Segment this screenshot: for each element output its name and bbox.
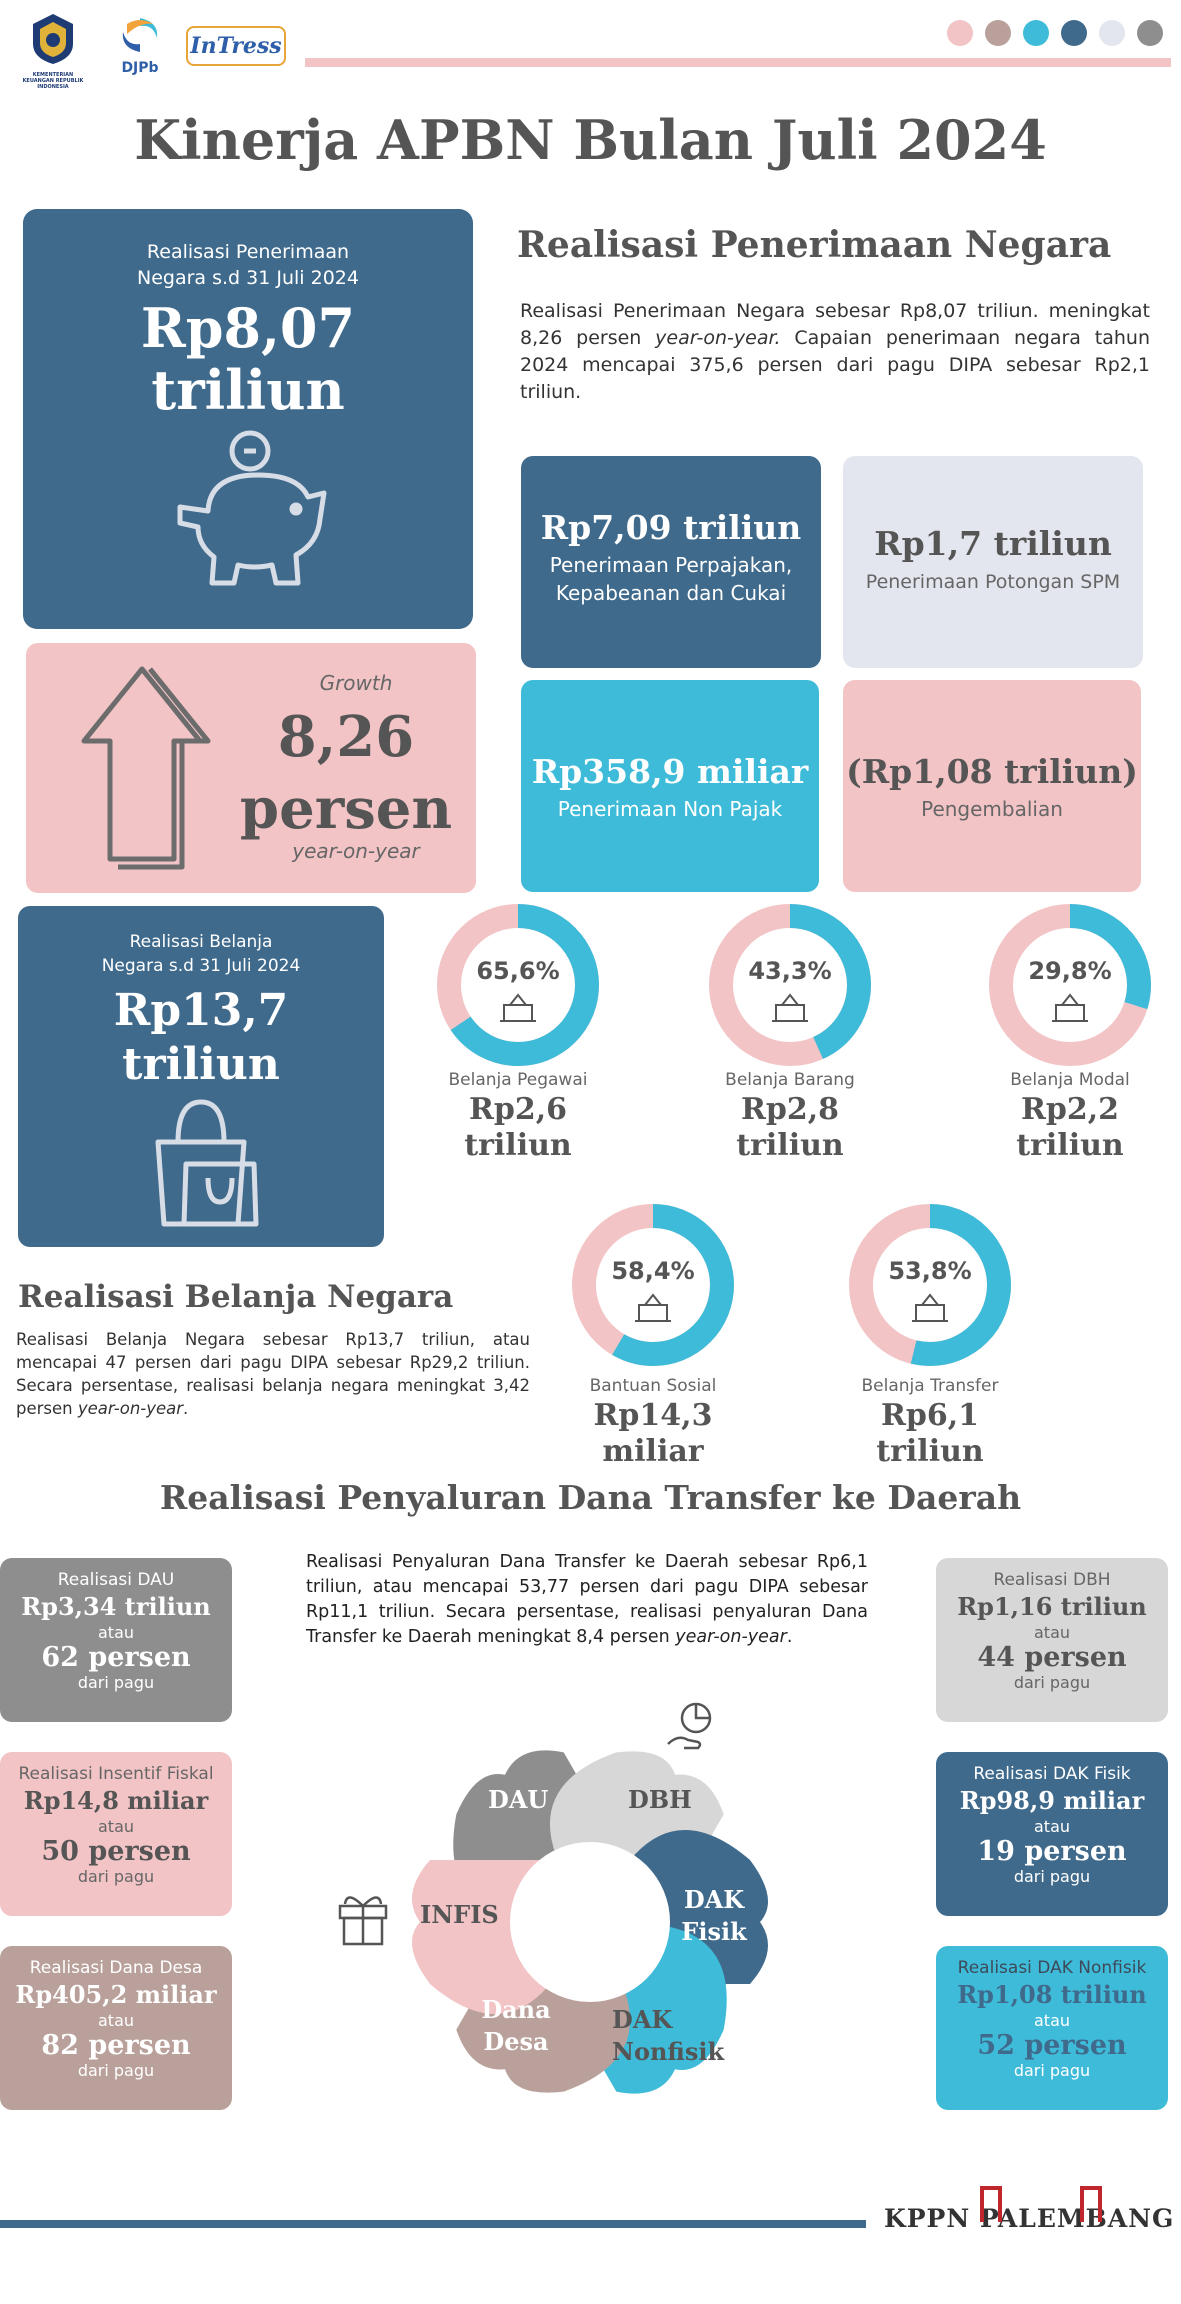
- belanja-card-caption: Realisasi Belanja Negara s.d 31 Juli 2024: [101, 932, 301, 976]
- card-pct: 82 persen: [41, 2030, 191, 2061]
- card-atau: atau: [97, 2011, 135, 2030]
- petal-label-infis: INFIS: [420, 1900, 499, 1929]
- card-dari-pagu: dari pagu: [77, 2061, 155, 2080]
- donut-caption-modal: [970, 1070, 1170, 1164]
- growth-value: 8,26 persen: [239, 704, 453, 842]
- donut-pct-label: 65,6%: [476, 957, 560, 985]
- donut-chart: [584, 1216, 722, 1354]
- card-title: Realisasi Insentif Fiskal: [18, 1764, 214, 1784]
- belanja-desc-part2: .: [183, 1399, 189, 1418]
- gift-box-icon: [330, 1884, 396, 1950]
- petal-label-line: Desa: [483, 2027, 549, 2056]
- card-value: Rp14,8 miliar: [23, 1786, 209, 1815]
- petal-label-line: DAK: [683, 1885, 745, 1914]
- transfer-card-insentif-fiskal: [0, 1752, 232, 1916]
- non-pajak-value: Rp358,9 miliar: [531, 752, 809, 791]
- card-dari-pagu: dari pagu: [1013, 1673, 1091, 1692]
- card-dari-pagu: dari pagu: [77, 1673, 155, 1692]
- penerimaan-heading: Realisasi Penerimaan Negara: [517, 224, 1112, 266]
- card-pct: 19 persen: [977, 1836, 1127, 1867]
- penerimaan-card-caption: Realisasi Penerimaan Negara s.d 31 Juli 2024: [137, 241, 359, 289]
- petal-label-line: Nonfisik: [612, 2037, 725, 2066]
- transfer-description: [306, 1550, 868, 1650]
- card-title: Realisasi Dana Desa: [29, 1958, 203, 1978]
- card-pct: 44 persen: [977, 1642, 1127, 1673]
- donut-value: Rp14,3 miliar: [593, 1398, 713, 1469]
- donut-pct-label: 53,8%: [888, 1257, 972, 1285]
- gears-icon: [776, 1888, 838, 1950]
- transfer-card-dak-fisik: [936, 1752, 1168, 1916]
- card-value: Rp98,9 miliar: [959, 1786, 1145, 1815]
- card-pct: 50 persen: [41, 1836, 191, 1867]
- card-title: Realisasi DBH: [993, 1570, 1111, 1590]
- donut-chart: [861, 1216, 999, 1354]
- belanja-heading: Realisasi Belanja Negara: [18, 1279, 454, 1315]
- pengembalian-value: (Rp1,08 triliun): [846, 752, 1138, 791]
- petal-label-dau: DAU: [488, 1785, 549, 1814]
- card-dari-pagu: dari pagu: [1013, 2061, 1091, 2080]
- people-icon: [500, 995, 536, 1021]
- potongan-spm-value: Rp1,7 triliun: [874, 524, 1112, 563]
- donut-value: Rp2,8 triliun: [736, 1092, 844, 1163]
- petal-label-line: Dana: [481, 1995, 551, 2024]
- potongan-spm-label: Penerimaan Potongan SPM: [865, 571, 1121, 593]
- transfer-desc-part2: .: [786, 1627, 793, 1647]
- penerimaan-desc-em: year-on-year.: [655, 327, 781, 349]
- card-pct: 52 persen: [977, 2030, 1127, 2061]
- donut-value: Rp2,6 triliun: [464, 1092, 572, 1163]
- transfer-desc-part1: Realisasi Penyaluran Dana Transfer ke Daerah sebesar Rp6,1 triliun, atau mencapai 53,77 persen dari pagu DIPA sebesar Rp11,1 triliun. Secara persentase, realisasi penyaluran Dana Transfer ke Daerah meningkat 8,4 persen: [306, 1552, 868, 1647]
- donut-name: Belanja Pegawai: [448, 1070, 588, 1090]
- card-value: Rp1,16 triliun: [957, 1592, 1147, 1621]
- pie-chart-hand-icon: [662, 1696, 724, 1758]
- petal-label-dak-nonfisik: [612, 2004, 742, 2068]
- card-atau: atau: [97, 1623, 135, 1642]
- petal-label-line: Fisik: [681, 1917, 747, 1946]
- penerimaan-desc-part1: Realisasi Penerimaan Negara sebesar Rp8,07 triliun. meningkat 8,26 persen: [520, 300, 1150, 349]
- card-dari-pagu: dari pagu: [77, 1867, 155, 1886]
- transfer-card-dak-nonfisik: [936, 1946, 1168, 2110]
- donut-name: Bantuan Sosial: [589, 1376, 717, 1396]
- petal-label-line: DAK: [612, 2005, 673, 2034]
- belanja-card-value: Rp13,7 triliun: [113, 985, 289, 1090]
- belanja-desc-em: year-on-year: [77, 1399, 184, 1418]
- donut-caption-barang: [690, 1070, 890, 1164]
- petal-label-dak-fisik: [674, 1884, 754, 1948]
- card-dari-pagu: dari pagu: [1013, 1867, 1091, 1886]
- card-atau: atau: [1033, 1623, 1071, 1642]
- donut-value: Rp2,2 triliun: [1016, 1092, 1124, 1163]
- penerimaan-card-value: Rp8,07 triliun: [140, 296, 356, 422]
- village-icon: [436, 2086, 502, 2146]
- footer-rule: [0, 2220, 866, 2228]
- donut-pct-label: 29,8%: [1028, 957, 1112, 985]
- donut-name: Belanja Transfer: [861, 1376, 999, 1396]
- donut-value: Rp6,1 triliun: [876, 1398, 984, 1469]
- donut-pct-label: 43,3%: [748, 957, 832, 985]
- ampera-mark-icon: [980, 2186, 1002, 2222]
- hands-heart-icon: [635, 1295, 671, 1321]
- transfer-desc-em: year-on-year: [675, 1627, 787, 1647]
- ampera-mark-icon-2: [1080, 2186, 1102, 2222]
- card-atau: atau: [1033, 1817, 1071, 1836]
- transfer-card-dau: [0, 1558, 232, 1722]
- capitol-icon: [452, 1698, 512, 1758]
- penerimaan-desc-part2: Capaian penerimaan negara tahun 2024 mencapai 375,6 persen dari pagu DIPA sebesar Rp2,1 triliun.: [520, 327, 1150, 403]
- donut-name: Belanja Barang: [725, 1070, 855, 1090]
- graduate-icon: [666, 2078, 732, 2144]
- belanja-desc-part1: Realisasi Belanja Negara sebesar Rp13,7 triliun, atau mencapai 47 persen dari pagu DIPA sebesar Rp29,2 triliun. Secara persentase, realisasi belanja negara meningkat 3,42 persen: [16, 1330, 530, 1418]
- donut-chart: [721, 916, 859, 1054]
- card-atau: atau: [97, 1817, 135, 1836]
- transfer-heading: Realisasi Penyaluran Dana Transfer ke Daerah: [159, 1478, 1022, 1517]
- transfer-card-dbh: [936, 1558, 1168, 1722]
- donut-chart: [1001, 916, 1139, 1054]
- non-pajak-label: Penerimaan Non Pajak: [557, 797, 783, 821]
- card-value: Rp3,34 triliun: [21, 1592, 211, 1621]
- card-pct: 62 persen: [41, 1642, 191, 1673]
- djpb-logo-text: DJPb: [121, 60, 159, 76]
- donut-chart: [449, 916, 587, 1054]
- intress-logo-text: InTress: [190, 33, 282, 59]
- growth-label: Growth: [319, 671, 393, 695]
- petal-label-dana-desa: [476, 1994, 556, 2058]
- pengembalian-label: Pengembalian: [921, 797, 1063, 821]
- donut-name: Belanja Modal: [1010, 1070, 1130, 1090]
- donut-pct-label: 58,4%: [611, 1257, 695, 1285]
- petal-label-dbh: DBH: [628, 1785, 692, 1814]
- donut-caption-transfer: [830, 1376, 1030, 1470]
- card-title: Realisasi DAK Nonfisik: [957, 1958, 1147, 1978]
- card-value: Rp405,2 miliar: [15, 1980, 217, 2009]
- gears-icon: [1052, 995, 1088, 1021]
- card-value: Rp1,08 triliun: [957, 1980, 1147, 2009]
- perpajakan-value: Rp7,09 triliun: [540, 508, 802, 547]
- card-atau: atau: [1033, 2011, 1071, 2030]
- transfer-card-dana-desa: [0, 1946, 232, 2110]
- perpajakan-label: Penerimaan Perpajakan, Kepabeanan dan Cukai: [549, 553, 793, 605]
- kemenkeu-logo-text: KEMENTERIAN KEUANGAN REPUBLIK INDONESIA: [22, 72, 84, 90]
- capitol-icon: [912, 1295, 948, 1321]
- flower-center: [510, 1842, 670, 2002]
- donut-caption-pegawai: [418, 1070, 618, 1164]
- box-icon: [772, 995, 808, 1021]
- growth-sub: year-on-year: [292, 839, 420, 863]
- belanja-description: [16, 1328, 530, 1420]
- card-title: Realisasi DAK Fisik: [973, 1764, 1131, 1784]
- footer-brand: KPPN PALEMBANG: [884, 2204, 1175, 2233]
- transfer-flower-diagram: [330, 1660, 850, 2180]
- donut-caption-bansos: [553, 1376, 753, 1470]
- card-title: Realisasi DAU: [57, 1570, 175, 1590]
- page-title: Kinerja APBN Bulan Juli 2024: [134, 108, 1047, 172]
